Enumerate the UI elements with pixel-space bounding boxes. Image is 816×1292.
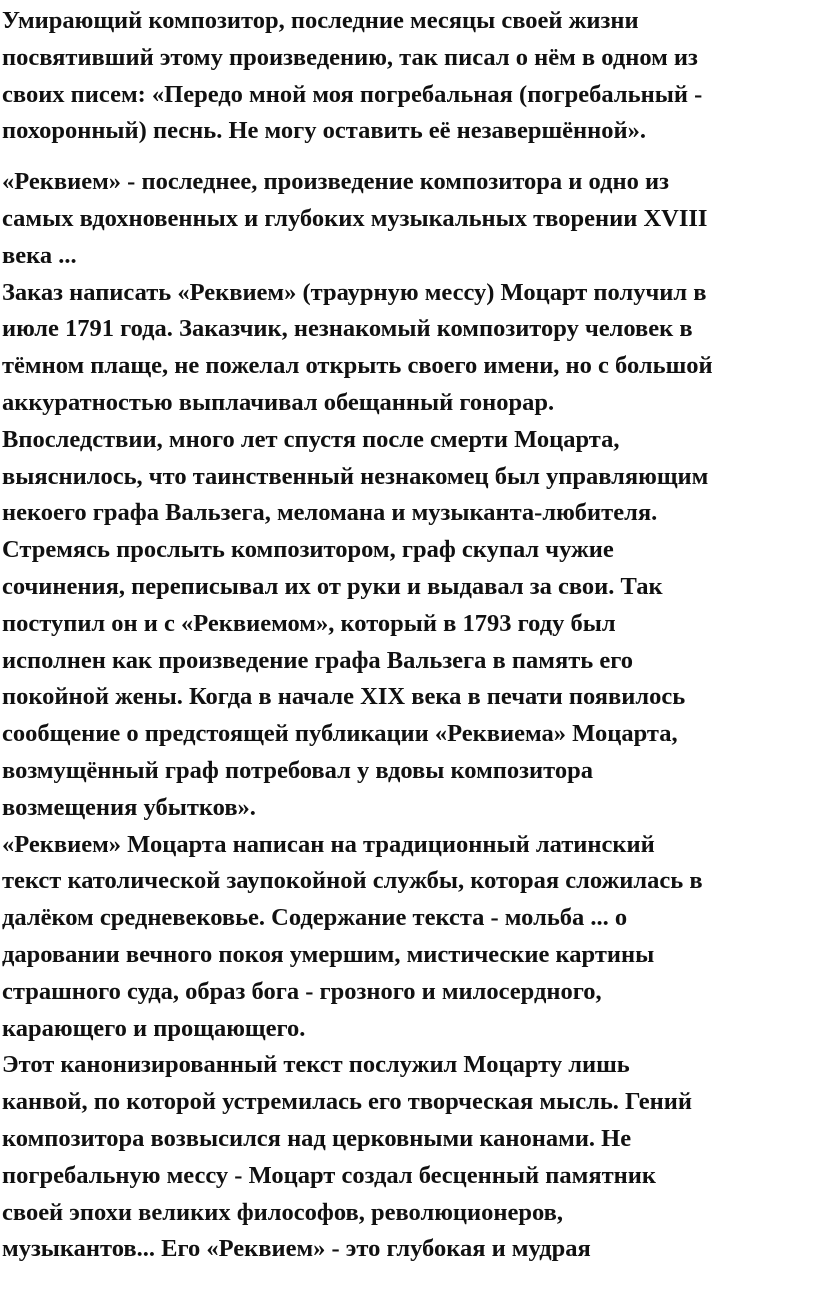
paragraph-canonized-text: Этот канонизированный текст послужил Моцарту лишь канвой, по которой устремилась его творческая мысль. Гений композитора возвысился над церковными канонами. Не погребальную мессу - Моцарт создал бесценный памятник своей эпохи великих философов, революционеров, музыкантов... Его «Реквием» - это глубокая и мудрая	[2, 1051, 692, 1263]
paragraph-dying-composer: Умирающий композитор, последние месяцы своей жизни посвятивший этому произведению, так писал о нём в одном из своих писем: «Передо мной моя погребальная (погребальный - похоронный) песнь. Не могу оставить её незавершённой».	[2, 7, 703, 145]
paragraph-requiem-last-work: «Реквием» - последнее, произведение композитора и одно из самых вдохновенных и глубоких музыкальных творении XVIII века ...	[2, 168, 708, 269]
paragraph-commission: Заказ написать «Реквием» (траурную мессу) Моцарт получил в июле 1791 года. Заказчик, незнакомый композитору человек в тёмном плаще, не пожелал открыть своего имени, но с большой аккуратностью выплачивал обещанный гонорар.	[2, 278, 713, 416]
paragraph-latin-text: «Реквием» Моцарта написан на традиционный латинский текст католической заупокойной службы, которая сложилась в далёком средневековье. Содержание текста - мольба ... о даровании вечного покоя умершим, мистические картины страшного суда, образ бога - грозного и милосердного, карающего и прощающего.	[2, 830, 703, 1042]
paragraph-count-walsegg: Впоследствии, много лет спустя после смерти Моцарта, выяснилось, что таинственный незнакомец был управляющим некоего графа Вальзега, меломана и музыканта-любителя. Стремясь прослыть композитором, граф скупал чужие сочинения, переписывал их от руки и выдавал за свои. Так поступил он и с «Реквиемом», который в 1793 году был исполнен как произведение графа Вальзега в память его покойной жены. Когда в начале XIX века в печати появилось сообщение о предстоящей публикации «Реквиема» Моцарта, возмущённый граф потребовал у вдовы композитора возмещения убытков».	[2, 425, 709, 821]
